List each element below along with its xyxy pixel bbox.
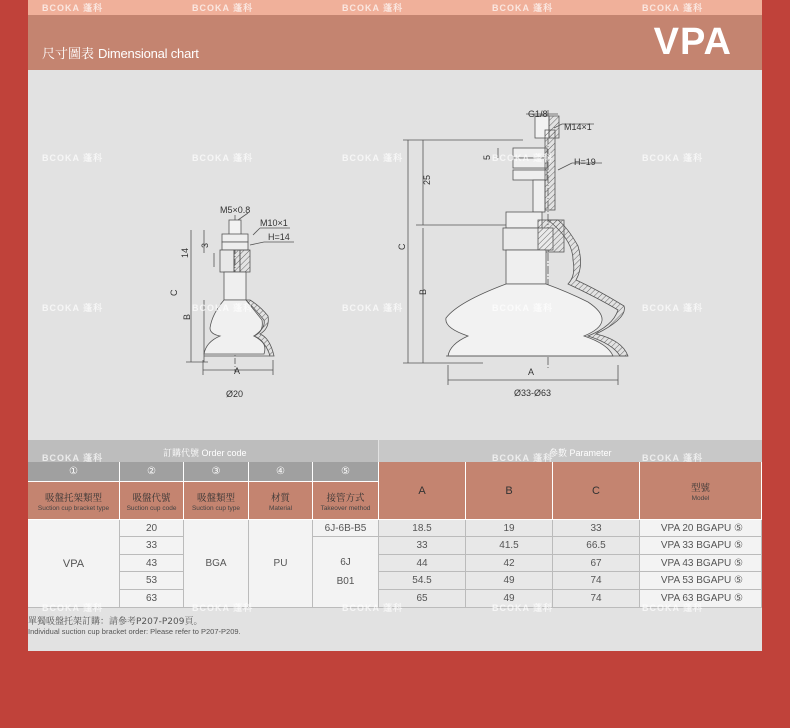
small-thread-label: M5×0.8 xyxy=(220,205,251,215)
table-cell-c: 66.5 xyxy=(553,537,640,555)
note-cn: 單獨吸盤托架訂購：請參考P207-P209頁。 xyxy=(28,617,203,627)
watermark: BCOKA 蓬科 xyxy=(492,303,554,313)
watermark: BCOKA 蓬科 xyxy=(492,3,554,13)
small-diameter-label: Ø20 xyxy=(226,389,244,399)
col-num-5: ⑤ xyxy=(313,462,379,482)
header-a: A xyxy=(379,462,466,520)
large-dim-5: 5 xyxy=(482,154,492,160)
watermark: BCOKA 蓬科 xyxy=(642,303,704,313)
header-cup-code: 吸盤代號 Suction cup code xyxy=(120,482,184,520)
dimension-drawing xyxy=(28,70,762,440)
small-dim-c: C xyxy=(169,289,179,296)
header-cup-type: 吸盤類型 Suction cup type xyxy=(184,482,249,520)
watermark: BCOKA 蓬科 xyxy=(42,603,104,613)
large-thread-label: G1/8 xyxy=(528,109,548,119)
table-cell-b: 42 xyxy=(466,555,553,572)
bracket-type-cell: VPA xyxy=(28,520,120,608)
table-cell-code: 20 xyxy=(120,520,184,537)
table-cell-b: 41.5 xyxy=(466,537,553,555)
header-takeover: 接管方式 Takeover method xyxy=(313,482,379,520)
large-dim-b: B xyxy=(418,288,428,295)
model-title: VPA xyxy=(653,21,732,63)
watermark: BCOKA 蓬科 xyxy=(642,603,704,613)
large-dim-a: A xyxy=(528,367,535,377)
large-nut-label: M14×1 xyxy=(564,122,592,132)
title-cn: 尺寸圖表 xyxy=(42,47,95,62)
table-cell-model: VPA 53 BGAPU ⑤ xyxy=(640,572,762,590)
watermark: BCOKA 蓬科 xyxy=(642,153,704,163)
section-header xyxy=(28,15,762,70)
table-cell-c: 33 xyxy=(553,520,640,537)
table-cell-c: 74 xyxy=(553,572,640,590)
material-cell: PU xyxy=(249,520,313,608)
watermark: BCOKA 蓬科 xyxy=(492,603,554,613)
parameter-label: 參數 Parameter xyxy=(549,448,612,458)
table-cell-model: VPA 33 BGAPU ⑤ xyxy=(640,537,762,555)
large-dim-c: C xyxy=(397,243,407,250)
title-en: Dimensional chart xyxy=(98,46,199,61)
small-dim-3: 3 xyxy=(200,242,210,248)
table-cell-model: VPA 43 BGAPU ⑤ xyxy=(640,555,762,572)
small-nut-label: M10×1 xyxy=(260,218,288,228)
page-title xyxy=(42,43,199,62)
header-material: 材質 Material xyxy=(249,482,313,520)
small-dim-14: 14 xyxy=(180,247,190,258)
table-cell-model: VPA 63 BGAPU ⑤ xyxy=(640,590,762,608)
table-cell-c: 74 xyxy=(553,590,640,608)
header-model: 型號 Model xyxy=(640,462,762,520)
watermark: BCOKA 蓬科 xyxy=(42,153,104,163)
dimensional-chart-panel xyxy=(28,0,762,651)
watermark: BCOKA 蓬科 xyxy=(492,453,554,463)
table-cell-code: 33 xyxy=(120,537,184,555)
small-dim-a: A xyxy=(234,366,241,376)
watermark: BCOKA 蓬科 xyxy=(492,153,554,163)
note-en: Individual suction cup bracket order: Please refer to P207-P209. xyxy=(28,627,241,636)
watermark: BCOKA 蓬科 xyxy=(342,303,404,313)
small-dim-b: B xyxy=(182,313,192,320)
col-num-4: ④ xyxy=(249,462,313,482)
watermark: BCOKA 蓬科 xyxy=(42,3,104,13)
table-cell-a: 65 xyxy=(379,590,466,608)
header-bracket-type: 吸盤托架類型 Suction cup bracket type xyxy=(28,482,120,520)
order-code-label: 訂購代號 Order code xyxy=(163,448,247,458)
watermark: BCOKA 蓬科 xyxy=(342,3,404,13)
cup-type-cell: BGA xyxy=(184,520,249,608)
table-cell-c: 67 xyxy=(553,555,640,572)
watermark: BCOKA 蓬科 xyxy=(192,153,254,163)
watermark: BCOKA 蓬科 xyxy=(192,603,254,613)
watermark: BCOKA 蓬科 xyxy=(642,3,704,13)
watermark: BCOKA 蓬科 xyxy=(342,153,404,163)
col-num-3: ③ xyxy=(184,462,249,482)
parameter-bar xyxy=(379,440,762,462)
table-cell-b: 19 xyxy=(466,520,553,537)
table-cell-model: VPA 20 BGAPU ⑤ xyxy=(640,520,762,537)
table-cell-a: 18.5 xyxy=(379,520,466,537)
watermark: BCOKA 蓬科 xyxy=(192,303,254,313)
table-cell-code: 63 xyxy=(120,590,184,608)
small-hex-label: H=14 xyxy=(268,232,290,242)
watermark: BCOKA 蓬科 xyxy=(342,603,404,613)
table-cell-code: 43 xyxy=(120,555,184,572)
table-cell-a: 54.5 xyxy=(379,572,466,590)
table-cell-b: 49 xyxy=(466,572,553,590)
large-diameter-label: Ø33-Ø63 xyxy=(514,388,552,398)
watermark: BCOKA 蓬科 xyxy=(42,303,104,313)
table-cell-a: 44 xyxy=(379,555,466,572)
watermark: BCOKA 蓬科 xyxy=(192,3,254,13)
watermark: BCOKA 蓬科 xyxy=(642,453,704,463)
col-num-1: ① xyxy=(28,462,120,482)
table-cell-a: 33 xyxy=(379,537,466,555)
large-dim-25: 25 xyxy=(422,174,432,185)
header-c: C xyxy=(553,462,640,520)
table-cell-code: 53 xyxy=(120,572,184,590)
table-cell-b: 49 xyxy=(466,590,553,608)
takeover-cell-2: 6J B01 xyxy=(313,537,379,608)
col-num-2: ② xyxy=(120,462,184,482)
watermark: BCOKA 蓬科 xyxy=(42,453,104,463)
header-b: B xyxy=(466,462,553,520)
takeover-cell-1: 6J-6B-B5 xyxy=(313,520,379,537)
large-hex-label: H=19 xyxy=(574,157,596,167)
